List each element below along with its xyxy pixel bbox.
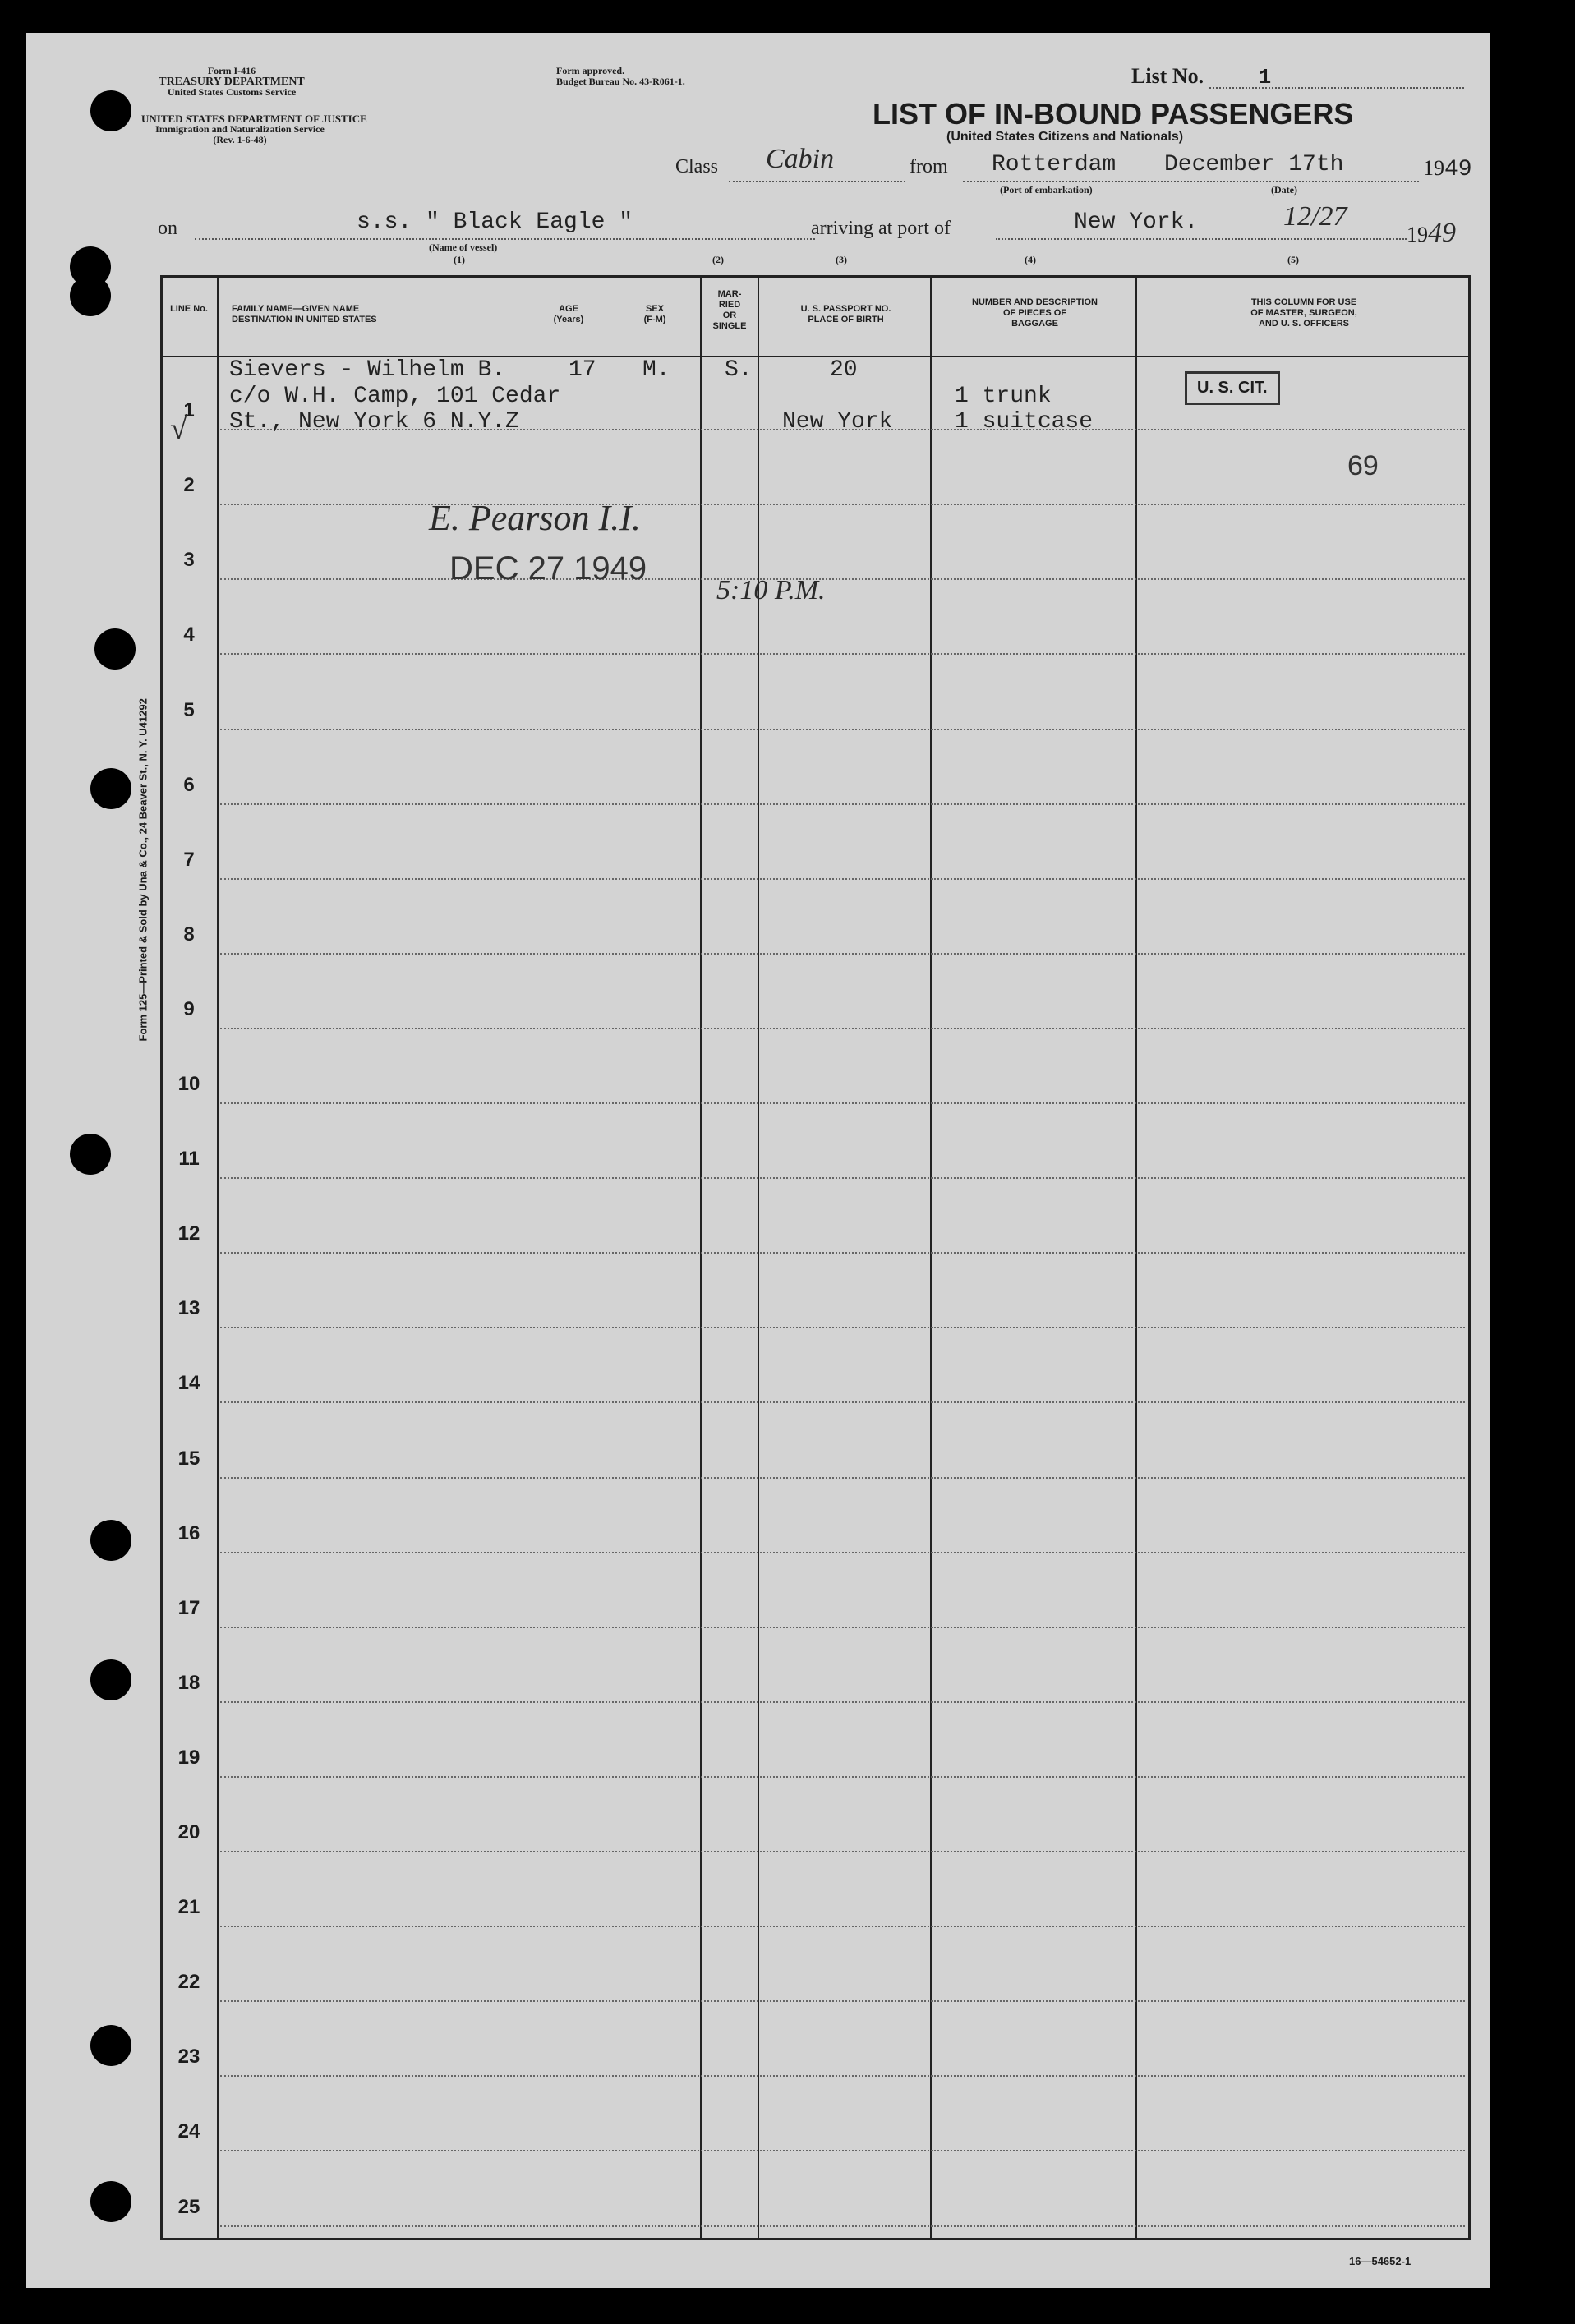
printer-margin-text: Form 125—Printed & Sold by Una & Co., 24 Beaver St., N. Y. U41292 <box>136 698 150 1042</box>
row-rule <box>220 1701 1465 1703</box>
row-rule <box>220 1401 1465 1403</box>
vessel-line <box>195 238 815 240</box>
vessel-caption: (Name of vessel) <box>429 242 498 253</box>
row-number: 12 <box>177 1222 200 1245</box>
row-number: 8 <box>183 923 195 946</box>
col-passport <box>930 275 932 2240</box>
caption-2: (2) <box>712 254 724 265</box>
row-rule <box>220 578 1465 580</box>
class-label: Class <box>675 156 719 177</box>
binder-hole <box>90 1520 131 1561</box>
row-rule <box>220 953 1465 955</box>
list-no-label: List No. <box>1131 64 1204 88</box>
form-number: Form I-416 <box>207 65 256 76</box>
department-name: TREASURY DEPARTMENT <box>159 76 305 88</box>
on-label: on <box>158 218 177 239</box>
binder-hole <box>70 275 111 316</box>
footer-code: 16—54652-1 <box>1349 2255 1412 2267</box>
caption-4: (4) <box>1025 254 1036 265</box>
row-number: 15 <box>177 1447 200 1470</box>
row-number: 10 <box>177 1073 200 1095</box>
row-number: 9 <box>183 997 195 1020</box>
inspector-signature: E. Pearson I.I. <box>429 498 641 538</box>
row-number: 1 <box>183 399 195 422</box>
head-name <box>232 304 478 325</box>
binder-hole <box>94 628 136 670</box>
form-header-block <box>150 66 314 98</box>
row-number: 6 <box>183 773 195 796</box>
head-line-no: LINE No. <box>170 304 208 314</box>
budget-bureau: Budget Bureau No. 43-R061-1. <box>556 76 685 87</box>
row-rule <box>220 1252 1465 1254</box>
row-rule <box>220 1028 1465 1029</box>
class-line <box>729 181 905 182</box>
date-caption: (Date) <box>1271 184 1297 196</box>
binder-hole <box>90 768 131 809</box>
head-name-text: FAMILY NAME—GIVEN NAME DESTINATION IN UNITED STATES <box>232 304 377 324</box>
row-number: 5 <box>183 698 195 721</box>
us-citizen-stamp: U. S. CIT. <box>1185 371 1280 405</box>
tally-number: 69 <box>1347 450 1379 481</box>
row-number: 23 <box>177 2046 200 2069</box>
class-value: Cabin <box>766 144 835 174</box>
service-name: United States Customs Service <box>167 86 297 98</box>
arrival-year <box>1407 218 1456 249</box>
head-age <box>540 304 597 325</box>
row-number: 24 <box>177 2120 200 2143</box>
head-sex <box>626 304 684 325</box>
arrival-year-prefix: 19 <box>1407 223 1428 246</box>
col-line <box>217 275 219 2240</box>
row-number: 17 <box>177 1596 200 1619</box>
arrival-year-value: 49 <box>1428 218 1456 248</box>
arrival-date: 12/27 <box>1283 201 1347 232</box>
row-number: 11 <box>178 1148 200 1171</box>
passenger-name: Sievers - Wilhelm B. <box>229 357 506 383</box>
head-age-text: AGE (Years) <box>553 304 584 324</box>
row-rule <box>220 1177 1465 1179</box>
port-of-embarkation: Rotterdam <box>992 152 1117 177</box>
justice-dept: UNITED STATES DEPARTMENT OF JUSTICE <box>141 113 367 125</box>
check-mark: √ <box>170 412 187 446</box>
head-baggage-text: NUMBER AND DESCRIPTION OF PIECES OF BAGGAGE <box>972 297 1098 329</box>
row-rule <box>220 504 1465 505</box>
row-number: 4 <box>183 624 195 647</box>
binder-hole <box>90 1659 131 1700</box>
baggage-line-2: 1 suitcase <box>955 409 1094 435</box>
row-rule <box>220 1327 1465 1328</box>
row-rule <box>220 1926 1465 1927</box>
vessel-name: s.s. " Black Eagle " <box>357 209 633 235</box>
row-number: 16 <box>177 1521 200 1544</box>
row-rule <box>220 2225 1465 2227</box>
year-prefix: 19 <box>1423 156 1444 180</box>
row-rule <box>220 1102 1465 1104</box>
page-subtitle: (United States Citizens and Nationals) <box>946 130 1184 144</box>
row-number: 7 <box>183 848 195 871</box>
row-rule <box>220 1627 1465 1628</box>
passenger-age: 17 <box>569 357 596 383</box>
caption-3: (3) <box>836 254 847 265</box>
approval-block <box>556 66 685 87</box>
binder-hole <box>90 2025 131 2066</box>
head-sex-text: SEX (F-M) <box>643 304 666 324</box>
departure-date: December 17th <box>1164 152 1344 177</box>
arrival-port: New York. <box>1074 209 1199 235</box>
head-baggage <box>934 297 1135 329</box>
manifest-sheet <box>26 33 1490 2288</box>
row-number: 25 <box>177 2195 200 2218</box>
head-married <box>702 289 758 332</box>
address-line-2: St., New York 6 N.Y.Z <box>229 409 519 435</box>
row-number: 13 <box>177 1297 200 1320</box>
passenger-table <box>160 275 1471 2240</box>
birthplace: New York <box>782 409 893 435</box>
arrival-date-stamp: DEC 27 1949 <box>449 550 647 587</box>
row-number: 2 <box>183 474 195 497</box>
binder-hole <box>90 2181 131 2222</box>
col-married <box>758 275 759 2240</box>
head-married-text: MAR- RIED OR SINGLE <box>712 289 747 331</box>
row-rule <box>220 878 1465 880</box>
row-number: 22 <box>177 1971 200 1994</box>
baggage-line-1: 1 trunk <box>955 384 1052 409</box>
row-rule <box>220 2000 1465 2002</box>
row-rule <box>220 2075 1465 2077</box>
from-label: from <box>910 156 948 177</box>
row-number: 14 <box>177 1372 200 1395</box>
row-number: 3 <box>183 549 195 572</box>
list-no-line <box>1209 87 1464 89</box>
row-rule <box>220 1776 1465 1778</box>
head-officers <box>1140 297 1468 329</box>
list-number <box>1131 64 1271 90</box>
arrival-line <box>996 238 1407 240</box>
passenger-marital: S. <box>725 357 753 383</box>
list-no-value: 1 <box>1258 65 1272 90</box>
row-number: 18 <box>177 1671 200 1694</box>
ins-name: Immigration and Naturalization Service <box>155 123 325 135</box>
row-rule <box>220 1477 1465 1479</box>
from-line <box>963 181 1419 182</box>
row-number: 19 <box>177 1746 200 1769</box>
row-number: 21 <box>177 1896 200 1919</box>
row-rule <box>220 803 1465 805</box>
head-passport <box>762 304 930 325</box>
row-number: 20 <box>177 1821 200 1843</box>
row-rule <box>220 729 1465 730</box>
passenger-sex: M. <box>642 357 670 383</box>
caption-1: (1) <box>454 254 465 265</box>
binder-hole <box>70 1134 111 1175</box>
address-line-1: c/o W.H. Camp, 101 Cedar <box>229 384 561 409</box>
port-caption: (Port of embarkation) <box>1000 184 1093 196</box>
head-passport-text: U. S. PASSPORT NO. PLACE OF BIRTH <box>800 304 891 324</box>
page-title: LIST OF IN-BOUND PASSENGERS <box>873 97 1354 131</box>
row-rule <box>220 1552 1465 1553</box>
revision: (Rev. 1-6-48) <box>213 134 267 145</box>
row-rule <box>220 1851 1465 1852</box>
row-rule <box>220 653 1465 655</box>
col-baggage <box>1135 275 1137 2240</box>
passport-number: 20 <box>830 357 858 383</box>
justice-block <box>141 113 367 145</box>
binder-hole <box>90 90 131 131</box>
departure-year <box>1423 156 1472 182</box>
year-value: 49 <box>1444 157 1472 182</box>
head-officers-text: THIS COLUMN FOR USE OF MASTER, SURGEON, AND U. S. OFFICERS <box>1250 297 1357 329</box>
caption-5: (5) <box>1287 254 1299 265</box>
arrival-time: 5:10 P.M. <box>716 575 826 605</box>
row-rule <box>220 2150 1465 2151</box>
col-name <box>700 275 702 2240</box>
arriving-label: arriving at port of <box>811 218 951 239</box>
form-approved: Form approved. <box>556 65 625 76</box>
